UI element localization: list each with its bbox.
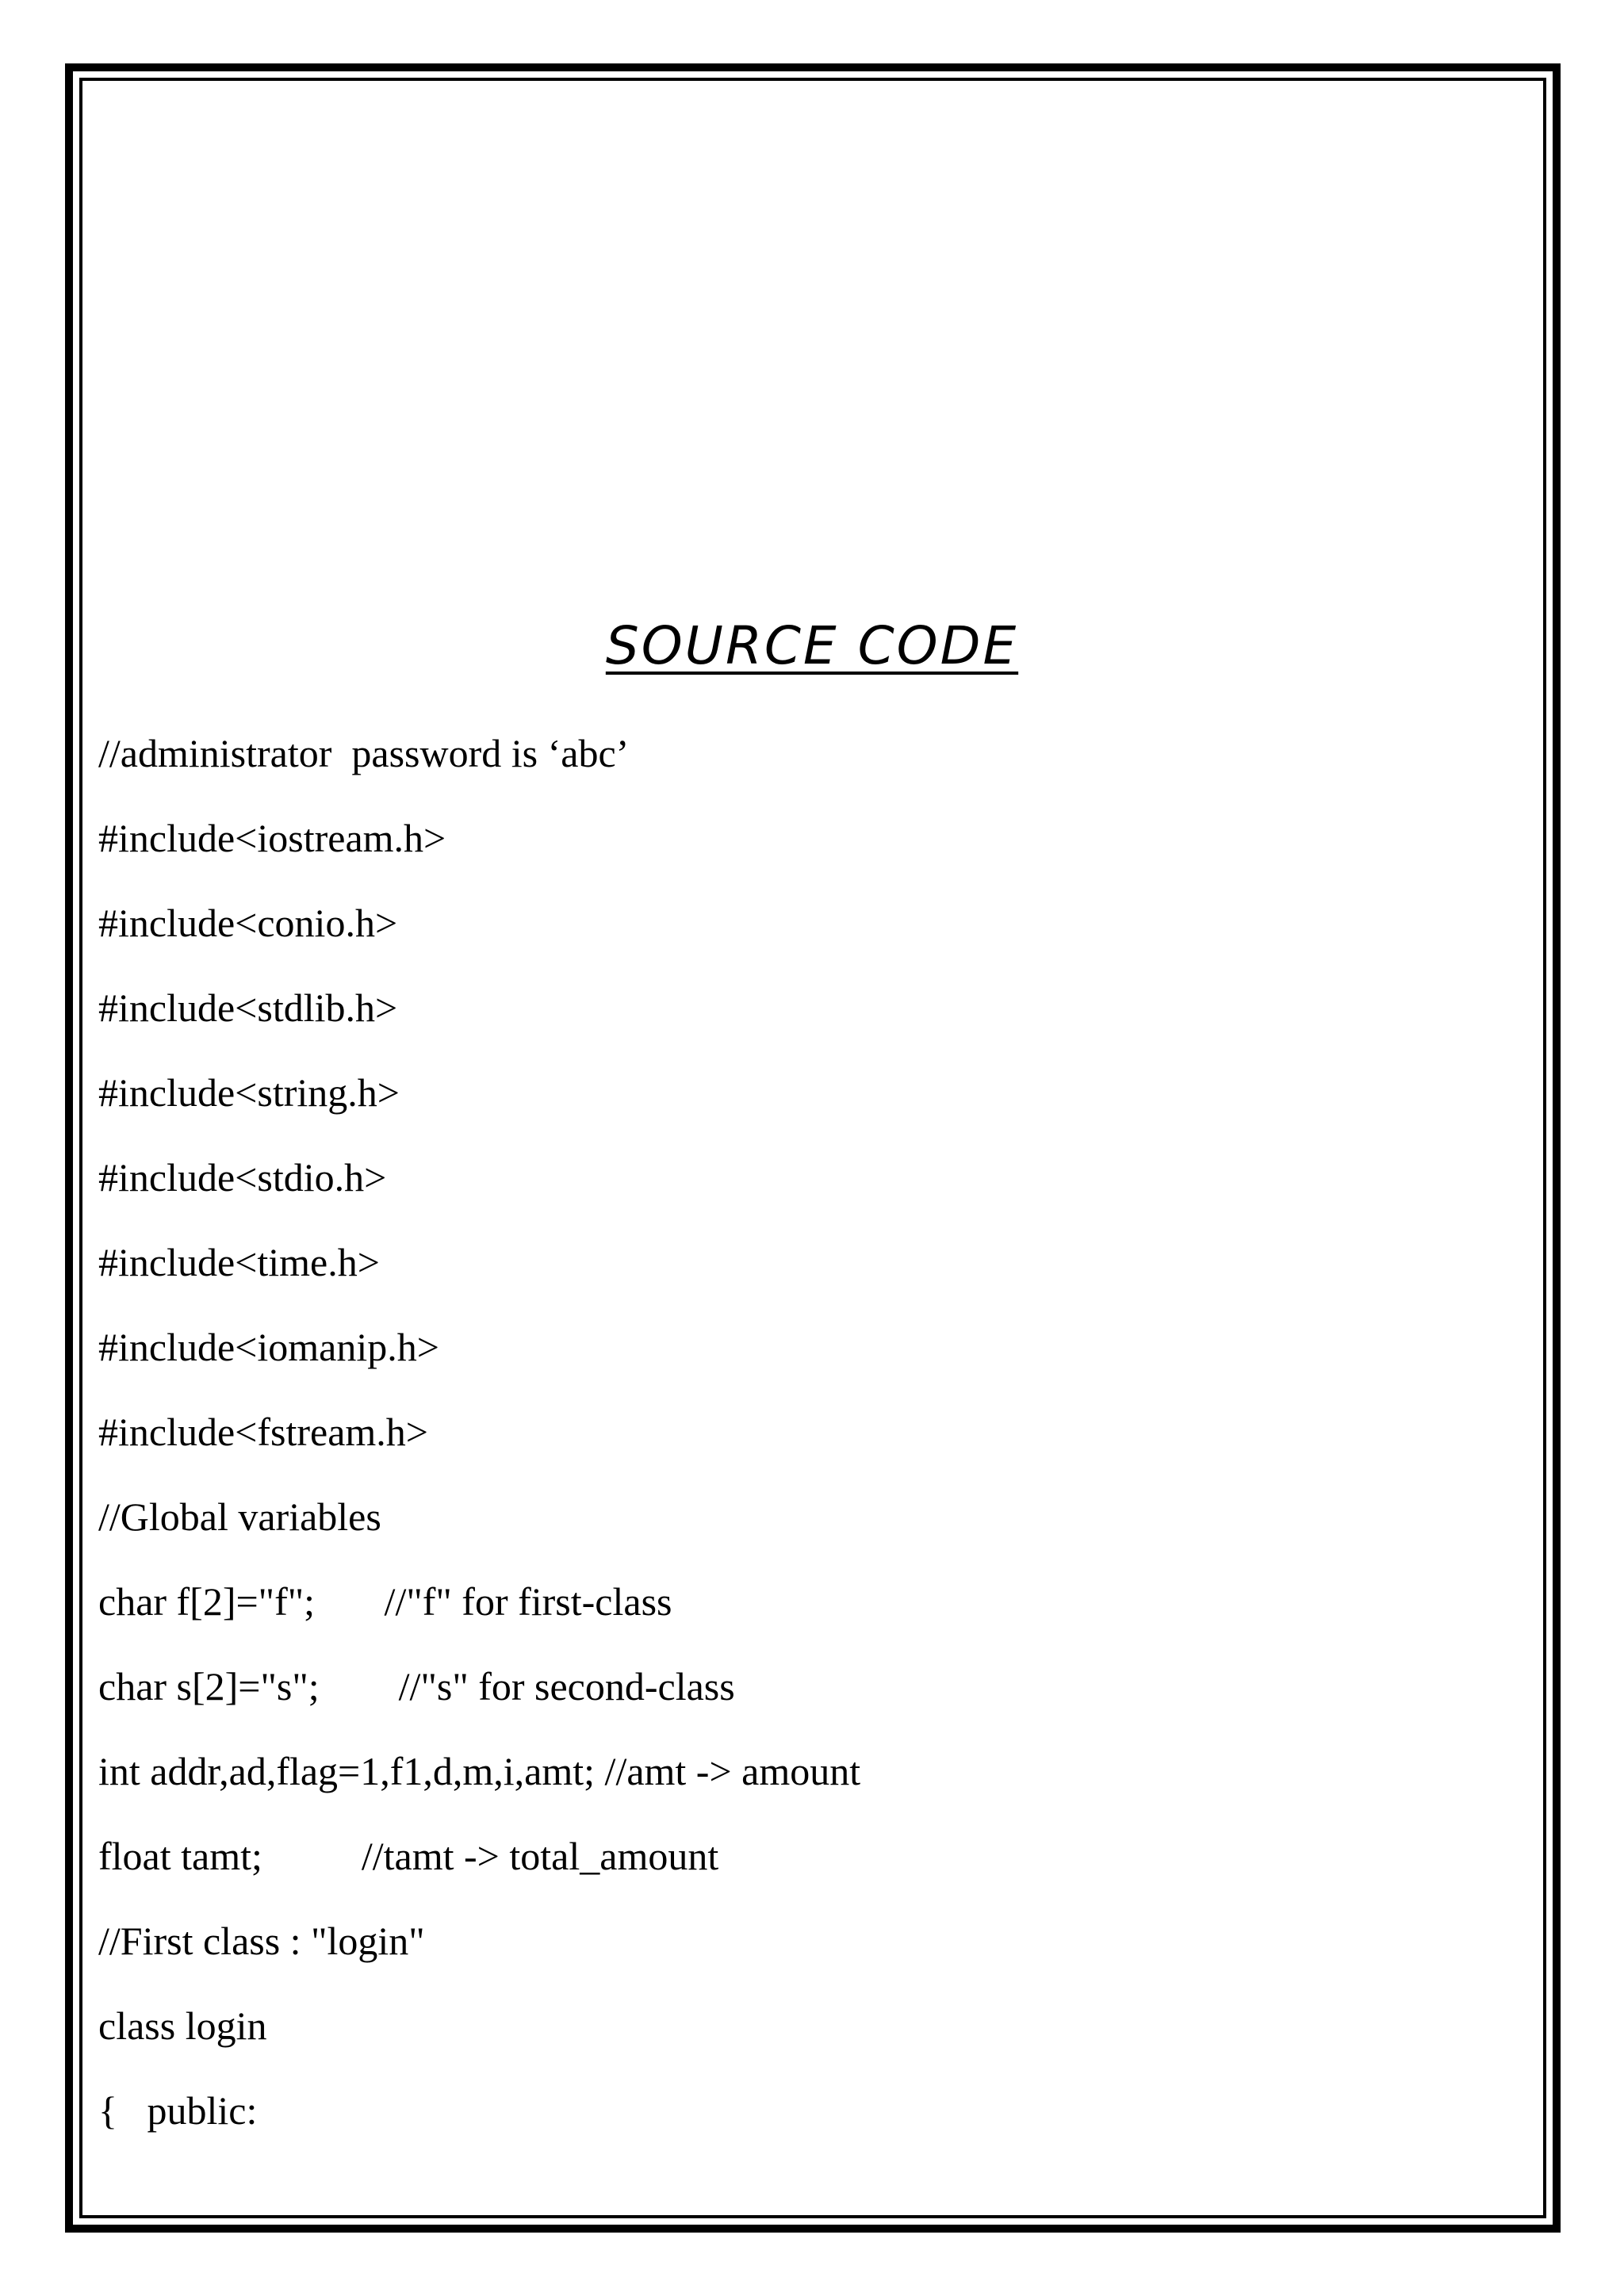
- code-line: { public:: [98, 2088, 258, 2133]
- code-line: char f[2]="f"; //"f" for first-class: [98, 1579, 672, 1624]
- code-line: class login: [98, 2003, 267, 2048]
- page-title-text: SOURCE CODE: [605, 615, 1019, 676]
- code-line: //administrator password is ‘abc’: [98, 731, 630, 775]
- code-line: #include<conio.h>: [98, 901, 398, 945]
- code-line: #include<iostream.h>: [98, 816, 446, 860]
- code-line: #include<stdio.h>: [98, 1155, 387, 1200]
- code-line: #include<stdlib.h>: [98, 985, 398, 1030]
- code-line: //Global variables: [98, 1494, 381, 1539]
- code-line: #include<iomanip.h>: [98, 1325, 439, 1369]
- source-code-block: [98, 729, 860, 2172]
- code-line: //First class : "login": [98, 1919, 425, 1963]
- code-line: int addr,ad,flag=1,f1,d,m,i,amt; //amt -> amount: [98, 1749, 861, 1793]
- page-title: [0, 615, 1624, 676]
- code-line: char s[2]="s"; //"s" for second-class: [98, 1664, 735, 1709]
- code-line: #include<string.h>: [98, 1070, 400, 1115]
- code-line: #include<fstream.h>: [98, 1410, 428, 1454]
- code-line: #include<time.h>: [98, 1240, 380, 1284]
- code-line: float tamt; //tamt -> total_amount: [98, 1834, 719, 1878]
